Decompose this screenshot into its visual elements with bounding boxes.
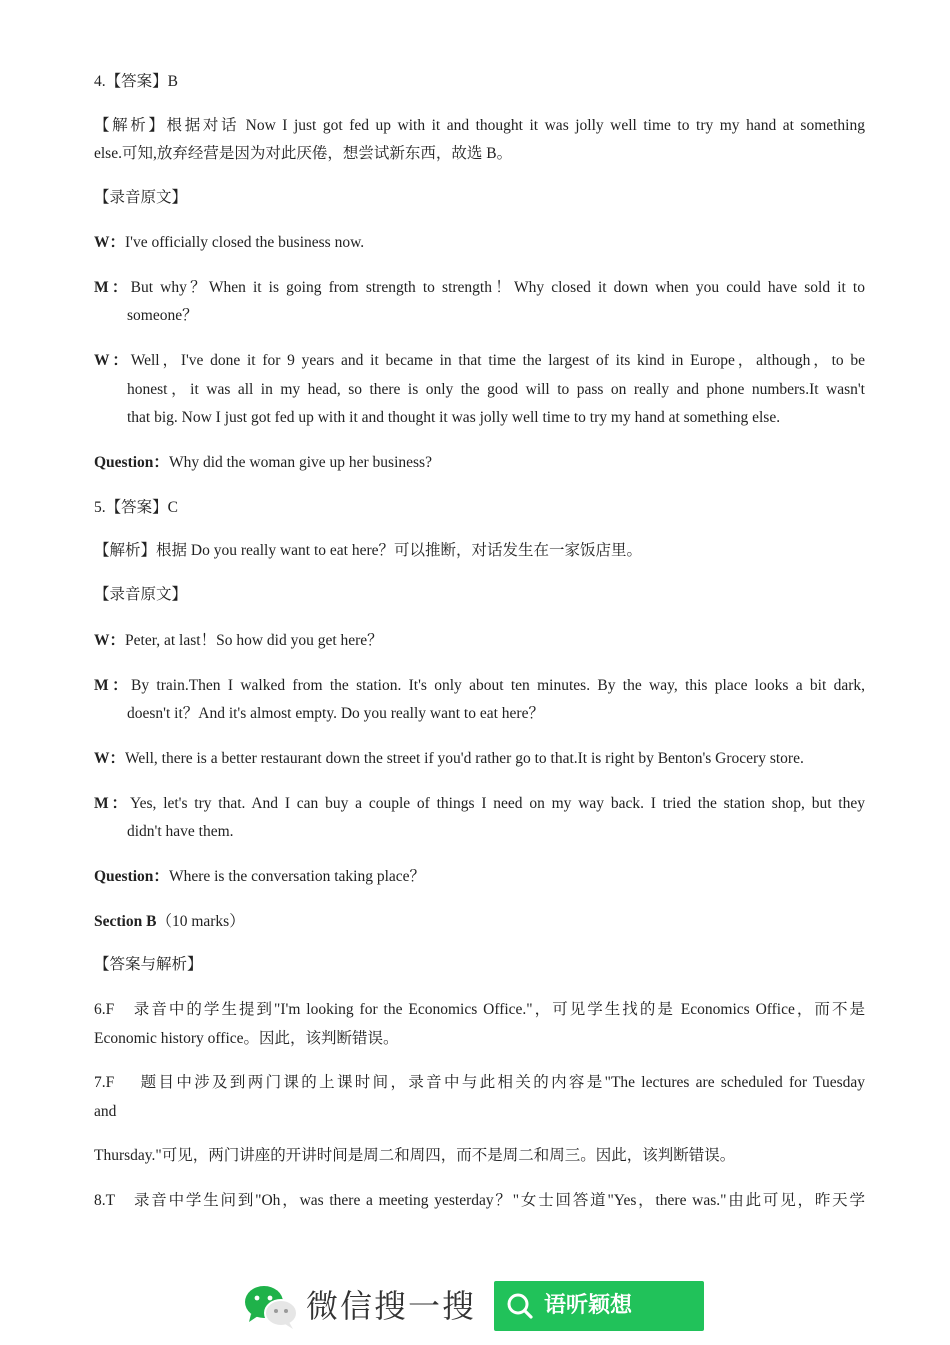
q4-analysis-line-1: 【解析】根据对话 Now I just got fed up with it and thought it was jolly well time to try my hand at something (94, 117, 865, 134)
wechat-search-text: 微信搜一搜 (306, 1287, 477, 1325)
speaker-label: W： (94, 750, 126, 767)
dialogue-text: Well，I've done it for 9 years and it became in that time the largest of its kind in Europe，although，to be (130, 352, 865, 369)
dialogue-text: Peter, at last！So how did you get here？ (125, 632, 383, 649)
q8-line-1: 8.T 录音中学生问到"Oh，was there a meeting yesterday？"女士回答道"Yes，there was."由此可见，昨天学 (94, 1192, 865, 1209)
q4-w2-line-3: that big. Now I just got fed up with it and thought it was jolly well time to try my hand at something else. (127, 409, 781, 426)
dialogue-text: Well, there is a better restaurant down the street if you'd rather go to that.It is right by Benton's Grocery store. (125, 750, 804, 767)
q5-m2-line-1 (94, 790, 865, 818)
section-title: Section B (94, 913, 157, 930)
question-label: Question： (94, 454, 169, 471)
q5-question (94, 863, 865, 891)
section-marks: （10 marks） (156, 913, 245, 930)
search-icon (506, 1292, 534, 1320)
q5-m2-line-2: didn't have them. (127, 823, 234, 840)
q5-answer: 5.【答案】C (94, 499, 178, 516)
q6-line-1: 6.F 录音中的学生提到"I'm looking for the Economics Office."，可见学生找的是 Economics Office，而不是 (94, 1001, 865, 1018)
section-b-title (94, 908, 865, 936)
q5-m1-line-1 (94, 672, 865, 700)
q4-transcript-heading: 【录音原文】 (94, 189, 188, 206)
q4-analysis-line-2: else.可知,放弃经营是因为对此厌倦，想尝试新东西，故选 B。 (94, 145, 513, 162)
q7-line-2: and (94, 1103, 117, 1120)
q5-m1-line-2: doesn't it？And it's almost empty. Do you really want to eat here？ (127, 705, 544, 722)
speaker-label: M： (94, 677, 132, 694)
speaker-label: M： (94, 279, 131, 296)
dialogue-text: I've officially closed the business now. (125, 234, 365, 251)
speaker-label: W： (94, 352, 131, 369)
dialogue-text: Yes, let's try that. And I can buy a couple of things I need on my way back. I tried the station shop, but they (129, 795, 865, 812)
section-b-heading: 【答案与解析】 (94, 956, 203, 973)
speaker-label: W： (94, 234, 126, 251)
q4-m1-line-2: someone？ (127, 307, 198, 324)
q5-w2 (94, 745, 865, 773)
q5-w1 (94, 627, 865, 655)
q4-answer: 4.【答案】B (94, 73, 178, 90)
dialogue-text: But why？When it is going from strength to strength！Why closed it down when you could have sold it to (130, 279, 865, 296)
question-text: Why did the woman give up her business? (168, 454, 432, 471)
q4-w2-line-1 (94, 347, 865, 375)
q7-line-1: 7.F 题目中涉及到两门课的上课时间，录音中与此相关的内容是"The lectures are scheduled for Tuesday (94, 1074, 865, 1091)
speaker-label: W： (94, 632, 126, 649)
search-button[interactable] (494, 1281, 704, 1331)
wechat-search-banner[interactable] (0, 1270, 950, 1340)
speaker-label: M： (94, 795, 130, 812)
question-text: Where is the conversation taking place？ (168, 868, 426, 885)
question-label: Question： (94, 868, 169, 885)
dialogue-text: By train.Then I walked from the station. It's only about ten minutes. By the way, this place looks a bit dark, (131, 677, 865, 694)
q4-m1-line-1 (94, 274, 865, 302)
q6-line-2: Economic history office。因此，该判断错误。 (94, 1030, 399, 1047)
q4-w2-line-2: honest，it was all in my head, so there is only the good will to pass on really and phone numbers.It wasn't (127, 381, 865, 398)
q4-w1 (94, 229, 865, 257)
wechat-icon (243, 1284, 299, 1330)
q5-transcript-heading: 【录音原文】 (94, 586, 188, 603)
q4-question (94, 449, 865, 477)
q5-analysis: 【解析】根据 Do you really want to eat here？可以推断，对话发生在一家饭店里。 (94, 542, 643, 559)
q7-line-3: Thursday."可见，两门讲座的开讲时间是周二和周四，而不是周二和周三。因此，该判断错误。 (94, 1147, 736, 1164)
search-keyword: 语听颖想 (544, 1293, 633, 1318)
